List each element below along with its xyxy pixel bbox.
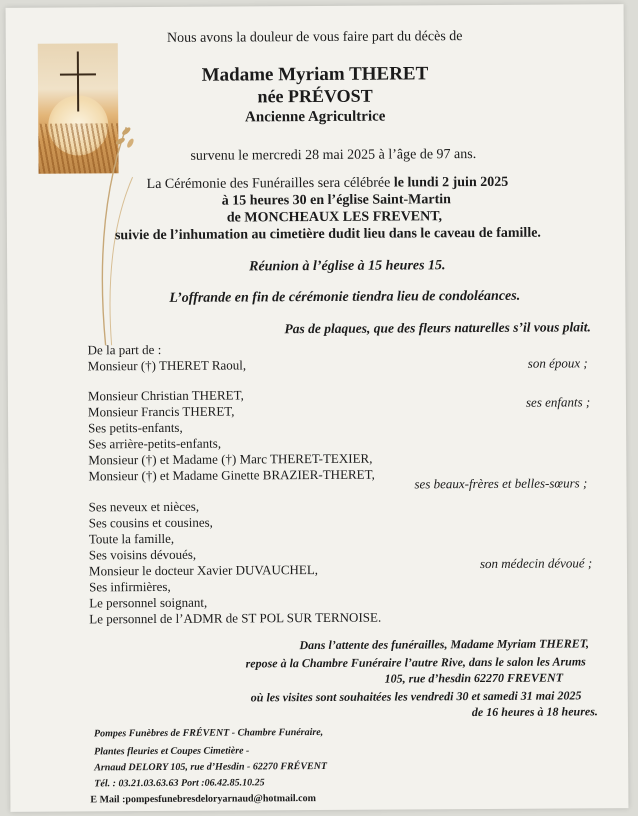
reunion-text: Réunion à l’église à 15 heures 15.: [249, 258, 446, 275]
great-grandchildren: Ses arrière-petits-enfants,: [88, 435, 222, 452]
rest-line-5: de 16 heures à 18 heures.: [471, 704, 598, 720]
rest-line-4: où les visites sont souhaitées les vendredi 30 et samedi 31 mai 2025: [250, 688, 582, 705]
admr-staff: Le personnel de l’ADMR de ST POL SUR TERNOISE.: [89, 609, 382, 627]
child-1: Monsieur Christian THERET,: [87, 387, 244, 404]
ceremony-date: le lundi 2 juin 2025: [393, 174, 509, 191]
spouse: Monsieur (†) THERET Raoul,: [87, 357, 247, 374]
inlaw-1: Monsieur (†) et Madame (†) Marc THERET-TEXIER,: [88, 450, 373, 468]
death-date: survenu le mercredi 28 mai 2025 à l’âge de 97 ans.: [190, 147, 477, 164]
death-notice-card: [6, 4, 629, 812]
whole-family: Toute la famille,: [88, 530, 175, 547]
rest-line-1: Dans l’attente des funérailles, Madame Myriam THERET,: [299, 636, 590, 653]
offering-text: L’offrande en fin de cérémonie tiendra lieu de condoléances.: [169, 288, 521, 306]
family-intro: De la part de :: [87, 341, 162, 358]
doctor: Monsieur le docteur Xavier DUVAUCHEL,: [88, 561, 319, 579]
intro-text: Nous avons la douleur de vous faire part du décès de: [166, 29, 463, 46]
children-role: ses enfants ;: [525, 394, 591, 410]
rest-line-2: repose à la Chambre Funéraire l’autre Rive, dans le salon les Arums: [245, 654, 586, 671]
rest-line-3: 105, rue d’hesdin 62270 FREVENT: [384, 670, 564, 686]
footer-address: Arnaud DELORY 105, rue d’Hesdin - 62270 FRÉVENT: [94, 760, 328, 774]
occupation: Ancienne Agricultrice: [244, 108, 386, 126]
footer-email: E Mail :pompesfunebresdeloryarnaud@hotmail.com: [90, 793, 316, 806]
care-staff: Le personnel soignant,: [89, 594, 208, 611]
footer-company: Pompes Funèbres de FRÉVENT - Chambre Funéraire,: [93, 726, 324, 740]
spouse-role: son époux ;: [527, 355, 588, 371]
neighbors: Ses voisins dévoués,: [88, 546, 197, 563]
cousins: Ses cousins et cousines,: [88, 514, 213, 531]
ceremony-line-3: de MONCHEAUX LES FREVENT,: [226, 209, 443, 226]
ceremony-text: La Cérémonie des Funérailles sera célébrée: [146, 175, 394, 193]
ceremony-line-2: à 15 heures 30 en l’église Saint-Martin: [221, 192, 451, 209]
inlaw-2: Monsieur (†) et Madame Ginette BRAZIER-THERET,: [88, 466, 375, 484]
nurses: Ses infirmières,: [89, 578, 171, 595]
nephews: Ses neveux et nièces,: [88, 498, 200, 515]
footer-phone: Tél. : 03.21.03.63.63 Port :06.42.85.10.25: [94, 777, 265, 790]
deceased-name: Madame Myriam THERET: [201, 63, 429, 86]
child-2: Monsieur Francis THERET,: [87, 403, 235, 420]
grandchildren: Ses petits-enfants,: [88, 419, 183, 436]
ceremony-line-1: [147, 175, 509, 193]
maiden-name: née PRÉVOST: [257, 85, 373, 107]
doctor-role: son médecin dévoué ;: [479, 555, 593, 572]
ceremony-line-4: suivie de l’inhumation au cimetière dudit lieu dans le caveau de famille.: [114, 225, 541, 244]
inlaws-role: ses beaux-frères et belles-sœurs ;: [414, 475, 588, 492]
flowers-text: Pas de plaques, que des fleurs naturelles s’il vous plait.: [284, 319, 591, 337]
footer-services: Plantes fleuries et Coupes Cimetière -: [94, 745, 250, 758]
